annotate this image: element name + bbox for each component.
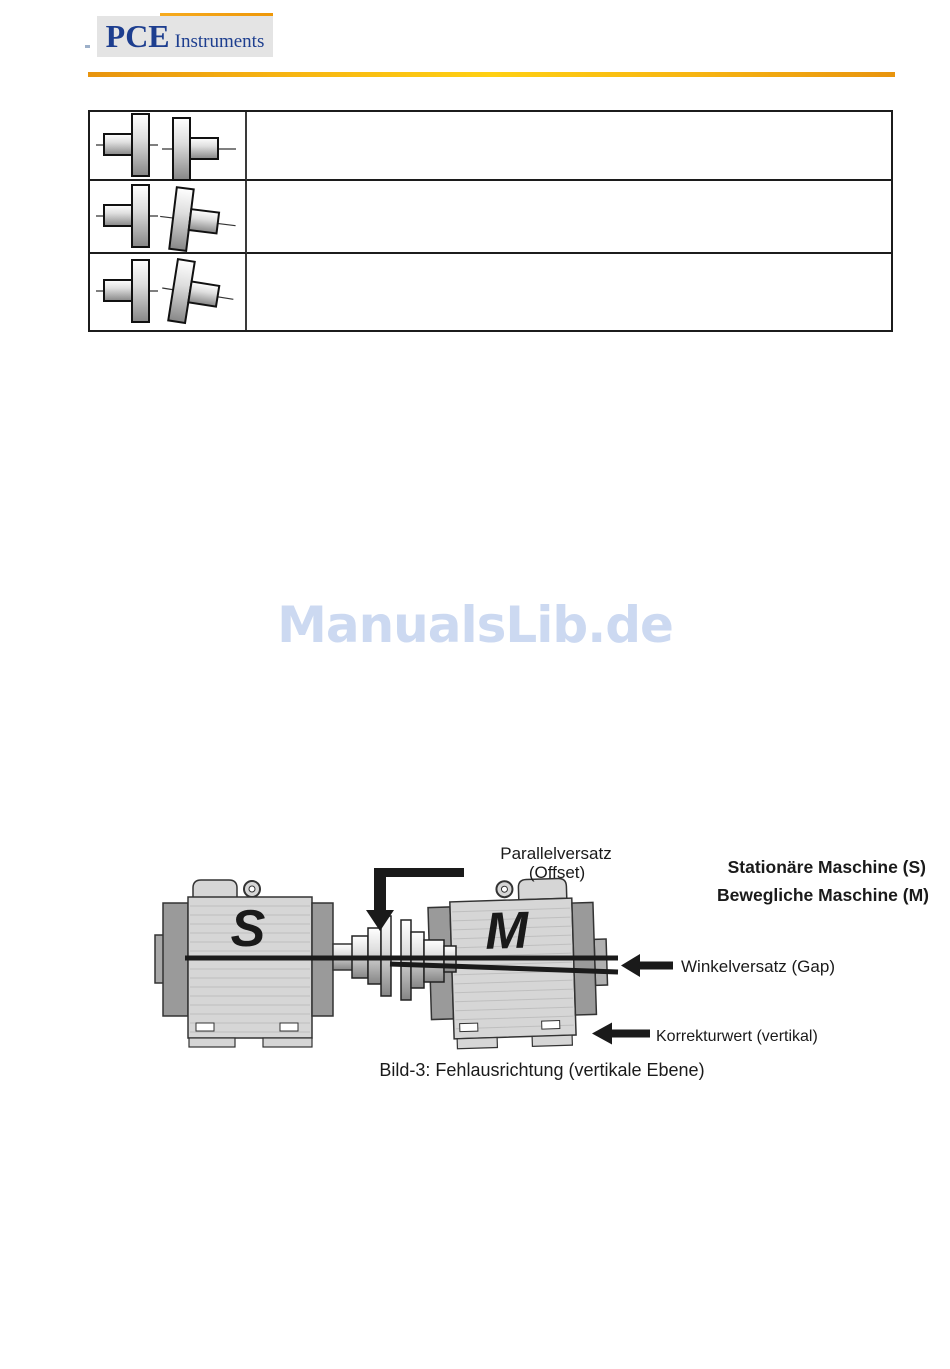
figure-caption: Bild-3: Fehlausrichtung (vertikale Ebene) — [379, 1060, 705, 1080]
alignment-table — [88, 110, 893, 332]
correction-value-label: Korrekturwert (vertikal) — [656, 1028, 818, 1045]
parallel-offset-label-line2: (Offset) — [528, 863, 586, 882]
left-coupling-half — [96, 260, 158, 322]
left-coupling-half — [96, 114, 158, 176]
table-row3-illustration-cell — [90, 254, 247, 330]
logo-initials: PCE — [105, 18, 170, 54]
gap-arrow — [621, 954, 673, 977]
watermark: ManualsLib.de — [277, 596, 673, 654]
foot-left — [457, 1038, 497, 1049]
machine-s — [155, 880, 367, 1047]
table-row3-description-cell — [247, 254, 891, 330]
right-coupling-half-tilted — [156, 185, 239, 256]
coupling-parallel-offset-icon — [96, 111, 246, 181]
table-row2-illustration-cell — [90, 181, 247, 254]
table-row2-description-cell — [247, 181, 891, 254]
logo-name: Instruments — [174, 31, 265, 52]
movable-machine-label: Bewegliche Maschine (M) — [717, 885, 929, 905]
machine-m-letter: M — [484, 901, 530, 961]
right-coupling-half-offset — [162, 118, 236, 180]
table-row1-description-cell — [247, 112, 891, 181]
misalignment-diagram — [0, 830, 950, 1092]
left-coupling-half — [96, 185, 158, 247]
foot-right — [263, 1038, 312, 1047]
parallel-offset-label-line1: Parallelversatz — [500, 844, 612, 863]
end-cap-left — [163, 903, 188, 1016]
foot-right — [532, 1035, 572, 1046]
coupling-angular-offset-icon — [96, 257, 246, 327]
pce-logo — [97, 16, 273, 57]
table-row1-illustration-cell — [90, 112, 247, 181]
correction-arrow — [592, 1023, 650, 1045]
scan-artifact — [85, 45, 90, 48]
angular-gap-label: Winkelversatz (Gap) — [681, 957, 835, 976]
coupling-angular-and-offset-icon — [96, 182, 246, 252]
header-divider-rule — [88, 72, 895, 77]
stationary-machine-label: Stationäre Maschine (S) — [727, 857, 926, 877]
machine-s-letter: S — [230, 900, 266, 958]
foot-left — [189, 1038, 235, 1047]
right-coupling-half-tilted — [157, 257, 238, 329]
